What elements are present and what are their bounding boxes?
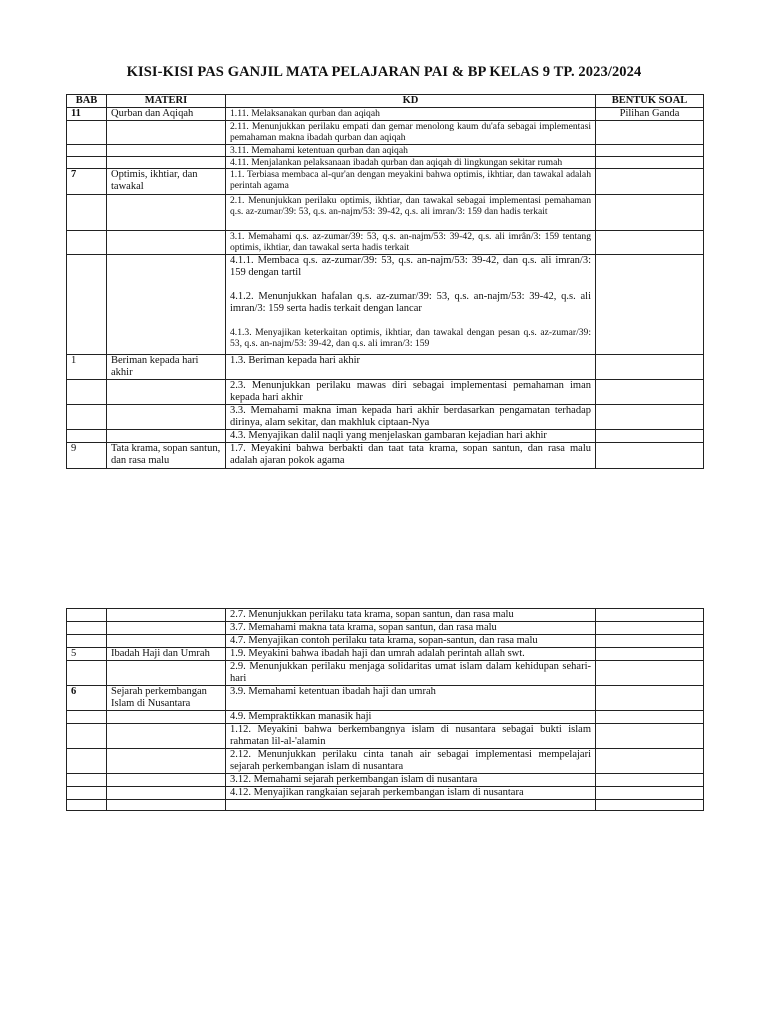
- bentuk-soal-cell: Pilihan Ganda: [596, 108, 704, 121]
- materi-cell: [107, 661, 226, 686]
- kd-cell: 3.11. Memahami ketentuan qurban dan aqiqah: [226, 145, 596, 157]
- table-row: [67, 231, 704, 255]
- table-row: [67, 108, 704, 121]
- bentuk-soal-cell: [596, 787, 704, 800]
- bentuk-soal-cell: [596, 609, 704, 622]
- table-row: [67, 157, 704, 169]
- bentuk-soal-cell: [596, 255, 704, 355]
- bab-cell: [67, 787, 107, 800]
- kd-item: 4.1.2. Menunjukkan hafalan q.s. az-zumar/39: 53, q.s. an-najm/53: 39-42, q.s. ali imran/3: 159 serta hadis terkait dengan lancar: [230, 291, 591, 314]
- bentuk-soal-cell: [596, 800, 704, 811]
- bentuk-soal-cell: [596, 686, 704, 711]
- kd-cell: 1.1. Terbiasa membaca al-qur'an dengan meyakini bahwa optimis, ikhtiar, dan tawakal adalah perintah agama: [226, 169, 596, 195]
- materi-cell: [107, 157, 226, 169]
- kisi-table-part-1: [66, 94, 704, 469]
- materi-cell: [107, 195, 226, 231]
- bab-cell: [67, 157, 107, 169]
- bentuk-soal-cell: [596, 711, 704, 724]
- kd-cell: 1.11. Melaksanakan qurban dan aqiqah: [226, 108, 596, 121]
- bentuk-soal-cell: [596, 774, 704, 787]
- bab-cell: [67, 749, 107, 774]
- kd-cell: 2.12. Menunjukkan perilaku cinta tanah air sebagai implementasi mempelajari sejarah perkembangan islam di nusantara: [226, 749, 596, 774]
- table-row: [67, 430, 704, 443]
- bentuk-soal-cell: [596, 169, 704, 195]
- bentuk-soal-cell: [596, 231, 704, 255]
- bentuk-soal-cell: [596, 622, 704, 635]
- table-row: [67, 255, 704, 355]
- bentuk-soal-cell: [596, 121, 704, 145]
- kd-cell: 3.9. Memahami ketentuan ibadah haji dan umrah: [226, 686, 596, 711]
- bentuk-soal-cell: [596, 749, 704, 774]
- materi-cell: Tata krama, sopan santun, dan rasa malu: [107, 443, 226, 469]
- materi-cell: [107, 787, 226, 800]
- table-row: [67, 169, 704, 195]
- table-row: [67, 787, 704, 800]
- materi-cell: [107, 231, 226, 255]
- table-row: [67, 121, 704, 145]
- bab-cell: [67, 231, 107, 255]
- bab-cell: [67, 145, 107, 157]
- bentuk-soal-cell: [596, 648, 704, 661]
- kd-cell: 3.3. Memahami makna iman kepada hari akhir berdasarkan pengamatan terhadap dirinya, alam sekitar, dan makhluk ciptaan-Nya: [226, 405, 596, 430]
- materi-cell: [107, 145, 226, 157]
- bab-cell: [67, 195, 107, 231]
- materi-cell: [107, 121, 226, 145]
- bab-cell: [67, 622, 107, 635]
- kd-cell: [226, 255, 596, 355]
- kd-cell: 2.7. Menunjukkan perilaku tata krama, sopan santun, dan rasa malu: [226, 609, 596, 622]
- kd-item: 4.1.1. Membaca q.s. az-zumar/39: 53, q.s. an-najm/53: 39-42, dan q.s. ali imran/3: 159 dengan tartil: [230, 255, 591, 278]
- kd-cell: 1.7. Meyakini bahwa berbakti dan taat tata krama, sopan santun, dan rasa malu adalah ajaran pokok agama: [226, 443, 596, 469]
- kd-item: 4.1.3. Menyajikan keterkaitan optimis, ikhtiar, dan tawakal dengan pesan q.s. az-zumar/39: 53, q.s. an-najm/53: 39-42, dan q.s. ali imran/3: 159: [230, 327, 591, 349]
- materi-cell: [107, 609, 226, 622]
- bab-cell: [67, 380, 107, 405]
- document-title: KISI-KISI PAS GANJIL MATA PELAJARAN PAI & BP KELAS 9 TP. 2023/2024: [126, 64, 642, 80]
- bentuk-soal-cell: [596, 405, 704, 430]
- table-row: [67, 355, 704, 380]
- bentuk-soal-cell: [596, 724, 704, 749]
- bab-cell: [67, 724, 107, 749]
- bab-cell: 5: [67, 648, 107, 661]
- bab-cell: 9: [67, 443, 107, 469]
- bentuk-soal-cell: [596, 157, 704, 169]
- table-row: [67, 195, 704, 231]
- kd-cell: 1.12. Meyakini bahwa berkembangnya islam di nusantara sebagai bukti islam rahmatan lil-al-'alamin: [226, 724, 596, 749]
- bab-cell: 11: [67, 108, 107, 121]
- table-row: [67, 800, 704, 811]
- materi-cell: Optimis, ikhtiar, dan tawakal: [107, 169, 226, 195]
- materi-cell: [107, 724, 226, 749]
- kd-cell: 2.3. Menunjukkan perilaku mawas diri sebagai implementasi pemahaman iman kepada hari akhir: [226, 380, 596, 405]
- table-row: [67, 724, 704, 749]
- kd-cell: 3.7. Memahami makna tata krama, sopan santun, dan rasa malu: [226, 622, 596, 635]
- kisi-table-part-2: [66, 608, 704, 811]
- table-header-row: [67, 95, 704, 108]
- kd-cell: 4.7. Menyajikan contoh perilaku tata krama, sopan-santun, dan rasa malu: [226, 635, 596, 648]
- materi-cell: [107, 711, 226, 724]
- kd-cell: 1.3. Beriman kepada hari akhir: [226, 355, 596, 380]
- materi-cell: Ibadah Haji dan Umrah: [107, 648, 226, 661]
- materi-cell: [107, 635, 226, 648]
- kd-cell: 3.12. Memahami sejarah perkembangan islam di nusantara: [226, 774, 596, 787]
- table-row: [67, 635, 704, 648]
- bentuk-soal-cell: [596, 195, 704, 231]
- materi-cell: [107, 622, 226, 635]
- materi-cell: [107, 749, 226, 774]
- table-row: [67, 749, 704, 774]
- materi-cell: [107, 255, 226, 355]
- bab-cell: [67, 609, 107, 622]
- bab-cell: [67, 405, 107, 430]
- bentuk-soal-cell: [596, 635, 704, 648]
- materi-cell: [107, 800, 226, 811]
- kd-cell: 1.9. Meyakini bahwa ibadah haji dan umrah adalah perintah allah swt.: [226, 648, 596, 661]
- table-row: [67, 405, 704, 430]
- bab-cell: [67, 635, 107, 648]
- bab-cell: 6: [67, 686, 107, 711]
- kd-cell: [226, 800, 596, 811]
- bentuk-soal-cell: [596, 430, 704, 443]
- kd-cell: 2.1. Menunjukkan perilaku optimis, ikhtiar, dan tawakal sebagai implementasi pemahaman q.s. az-zumar/39: 53, q.s. an-najm/53: 39-42, q.s. ali imran/3: 159 dan hadis terkait: [226, 195, 596, 231]
- header-bentuk-soal: BENTUK SOAL: [596, 95, 704, 108]
- materi-cell: [107, 774, 226, 787]
- bentuk-soal-cell: [596, 380, 704, 405]
- bentuk-soal-cell: [596, 355, 704, 380]
- bab-cell: [67, 430, 107, 443]
- bab-cell: [67, 255, 107, 355]
- bab-cell: 1: [67, 355, 107, 380]
- materi-cell: Beriman kepada hari akhir: [107, 355, 226, 380]
- bentuk-soal-cell: [596, 443, 704, 469]
- materi-cell: Sejarah perkembangan Islam di Nusantara: [107, 686, 226, 711]
- kd-cell: 4.12. Menyajikan rangkaian sejarah perkembangan islam di nusantara: [226, 787, 596, 800]
- kd-cell: 2.9. Menunjukkan perilaku menjaga solidaritas umat islam dalam kehidupan sehari-hari: [226, 661, 596, 686]
- header-bab: BAB: [67, 95, 107, 108]
- bab-cell: [67, 800, 107, 811]
- table-row: [67, 774, 704, 787]
- kd-cell: 3.1. Memahami q.s. az-zumar/39: 53, q.s. an-najm/53: 39-42, q.s. ali imrân/3: 159 tentang optimis, ikhtiar, dan tawakal serta hadis terkait: [226, 231, 596, 255]
- table-row: [67, 686, 704, 711]
- materi-cell: Qurban dan Aqiqah: [107, 108, 226, 121]
- table-row: [67, 609, 704, 622]
- table-row: [67, 711, 704, 724]
- bentuk-soal-cell: [596, 661, 704, 686]
- table-row: [67, 648, 704, 661]
- table-row: [67, 380, 704, 405]
- header-materi: MATERI: [107, 95, 226, 108]
- bentuk-soal-cell: [596, 145, 704, 157]
- table-row: [67, 622, 704, 635]
- header-kd: KD: [226, 95, 596, 108]
- kd-cell: 2.11. Menunjukkan perilaku empati dan gemar menolong kaum du'afa sebagai implementasi pemahaman makna ibadah qurban dan aqiqah: [226, 121, 596, 145]
- kd-cell: 4.11. Menjalankan pelaksanaan ibadah qurban dan aqiqah di lingkungan sekitar rumah: [226, 157, 596, 169]
- table-row: [67, 661, 704, 686]
- kd-cell: 4.3. Menyajikan dalil naqli yang menjelaskan gambaran kejadian hari akhir: [226, 430, 596, 443]
- table-row: [67, 145, 704, 157]
- bab-cell: [67, 121, 107, 145]
- bab-cell: [67, 774, 107, 787]
- bab-cell: [67, 661, 107, 686]
- table-row: [67, 443, 704, 469]
- materi-cell: [107, 380, 226, 405]
- materi-cell: [107, 430, 226, 443]
- kd-cell: 4.9. Mempraktikkan manasik haji: [226, 711, 596, 724]
- bab-cell: [67, 711, 107, 724]
- bab-cell: 7: [67, 169, 107, 195]
- materi-cell: [107, 405, 226, 430]
